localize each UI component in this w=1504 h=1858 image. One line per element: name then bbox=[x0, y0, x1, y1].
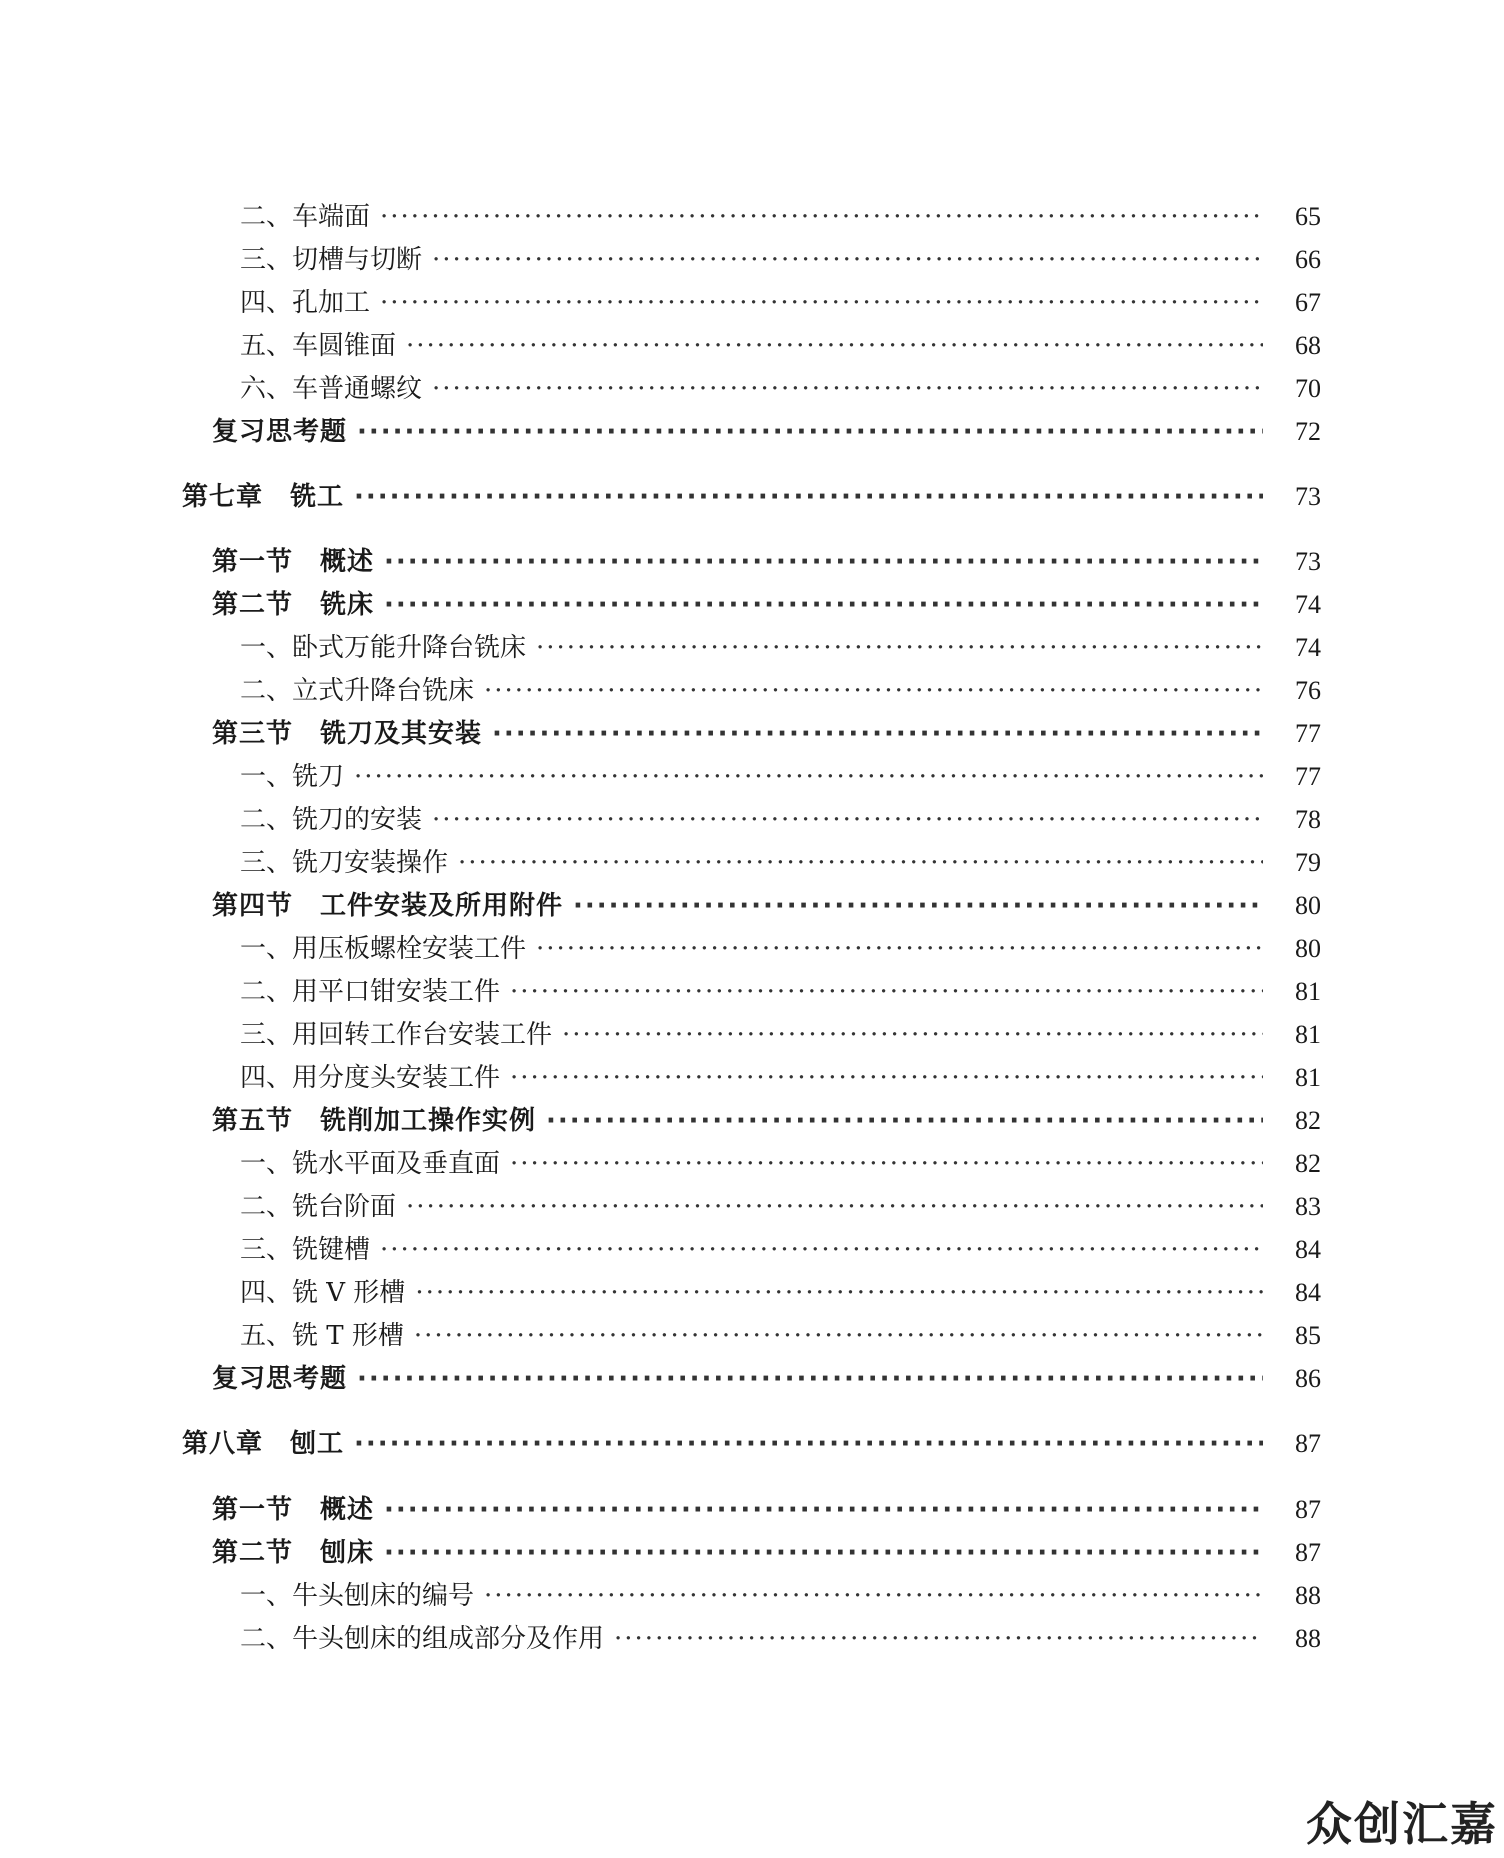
dot-leader bbox=[614, 1619, 1263, 1659]
toc-entry-page: 74 bbox=[1295, 633, 1321, 662]
toc-entry-page: 87 bbox=[1295, 1538, 1321, 1567]
dot-leader bbox=[458, 843, 1263, 883]
dot-leader bbox=[432, 240, 1263, 280]
toc-entry-page: 81 bbox=[1295, 977, 1321, 1006]
dot-leader bbox=[406, 326, 1263, 366]
toc-entry-page: 73 bbox=[1295, 547, 1321, 576]
toc-section-label: 复习思考题 bbox=[212, 1364, 348, 1394]
dot-leader bbox=[432, 369, 1263, 409]
toc-entry-page: 77 bbox=[1295, 719, 1321, 748]
dot-leader bbox=[536, 628, 1263, 668]
toc-section-label: 第三节 铣刀及其安装 bbox=[212, 719, 483, 749]
toc-entry bbox=[0, 1015, 1504, 1055]
toc-entry-page: 77 bbox=[1295, 762, 1321, 791]
toc-entry bbox=[0, 283, 1504, 323]
toc-section bbox=[0, 1101, 1504, 1141]
toc-entry-label: 一、卧式万能升降台铣床 bbox=[240, 633, 527, 663]
toc-entry-label: 五、铣 T 形槽 bbox=[240, 1321, 404, 1351]
toc-entry bbox=[0, 369, 1504, 409]
dot-leader bbox=[573, 886, 1263, 926]
toc-entry bbox=[0, 800, 1504, 840]
toc-entry-label: 五、车圆锥面 bbox=[240, 331, 397, 361]
toc-entry bbox=[0, 1316, 1504, 1356]
toc-section-label: 第四节 工件安装及所用附件 bbox=[212, 891, 564, 921]
dot-leader bbox=[415, 1273, 1263, 1313]
toc-entry-page: 78 bbox=[1295, 805, 1321, 834]
dot-leader bbox=[406, 1187, 1263, 1227]
toc-entry bbox=[0, 326, 1504, 366]
toc-entry-page: 80 bbox=[1295, 934, 1321, 963]
dot-leader bbox=[354, 477, 1263, 517]
toc-entry-label: 三、铣键槽 bbox=[240, 1235, 371, 1265]
toc-entry bbox=[0, 757, 1504, 797]
toc-entry-page: 73 bbox=[1295, 482, 1321, 511]
toc-section-label: 复习思考题 bbox=[212, 417, 348, 447]
dot-leader bbox=[414, 1316, 1263, 1356]
toc-chapter bbox=[0, 477, 1504, 517]
toc-entry-label: 二、铣台阶面 bbox=[240, 1192, 397, 1222]
toc-entry-page: 82 bbox=[1295, 1106, 1321, 1135]
toc-entry-page: 83 bbox=[1295, 1192, 1321, 1221]
toc-entry-page: 68 bbox=[1295, 331, 1321, 360]
toc-entry bbox=[0, 1619, 1504, 1659]
toc-section-label: 第一节 概述 bbox=[212, 1495, 375, 1525]
toc-entry-label: 六、车普通螺纹 bbox=[240, 374, 423, 404]
toc-entry bbox=[0, 1058, 1504, 1098]
toc-section bbox=[0, 714, 1504, 754]
dot-leader bbox=[484, 1576, 1263, 1616]
dot-leader bbox=[380, 197, 1263, 237]
toc-entry bbox=[0, 972, 1504, 1012]
dot-leader bbox=[384, 1490, 1263, 1530]
dot-leader bbox=[384, 1533, 1263, 1573]
toc-entry-page: 66 bbox=[1295, 245, 1321, 274]
toc-entry-label: 二、车端面 bbox=[240, 202, 371, 232]
toc-chapter bbox=[0, 1424, 1504, 1464]
toc-entry-page: 84 bbox=[1295, 1278, 1321, 1307]
dot-leader bbox=[357, 1359, 1263, 1399]
toc-entry-page: 70 bbox=[1295, 374, 1321, 403]
toc-entry-page: 86 bbox=[1295, 1364, 1321, 1393]
toc-entry-page: 81 bbox=[1295, 1020, 1321, 1049]
toc-entry bbox=[0, 1230, 1504, 1270]
toc-section bbox=[0, 412, 1504, 452]
toc-entry bbox=[0, 1187, 1504, 1227]
toc-entry-page: 81 bbox=[1295, 1063, 1321, 1092]
toc-entry-page: 87 bbox=[1295, 1495, 1321, 1524]
toc-entry-label: 二、立式升降台铣床 bbox=[240, 676, 475, 706]
toc-entry-page: 88 bbox=[1295, 1624, 1321, 1653]
toc-section-label: 第二节 刨床 bbox=[212, 1538, 375, 1568]
dot-leader bbox=[510, 1058, 1263, 1098]
toc-entry-page: 88 bbox=[1295, 1581, 1321, 1610]
toc-entry-label: 四、铣 V 形槽 bbox=[240, 1278, 406, 1308]
dot-leader bbox=[380, 1230, 1263, 1270]
toc-section bbox=[0, 1490, 1504, 1530]
toc-entry-page: 76 bbox=[1295, 676, 1321, 705]
toc-entry-page: 67 bbox=[1295, 288, 1321, 317]
watermark-logo: 众创汇嘉 bbox=[1306, 1797, 1498, 1851]
toc-entry-page: 87 bbox=[1295, 1429, 1321, 1458]
toc-section-label: 第五节 铣削加工操作实例 bbox=[212, 1106, 537, 1136]
dot-leader bbox=[510, 1144, 1263, 1184]
dot-leader bbox=[432, 800, 1263, 840]
dot-leader bbox=[536, 929, 1263, 969]
dot-leader bbox=[354, 757, 1263, 797]
toc-entry bbox=[0, 1273, 1504, 1313]
toc-entry-page: 74 bbox=[1295, 590, 1321, 619]
toc-entry bbox=[0, 197, 1504, 237]
toc-entry-label: 四、用分度头安装工件 bbox=[240, 1063, 501, 1093]
toc-entry-label: 四、孔加工 bbox=[240, 288, 371, 318]
toc-entry-label: 一、牛头刨床的编号 bbox=[240, 1581, 475, 1611]
toc-entry-label: 三、用回转工作台安装工件 bbox=[240, 1020, 553, 1050]
dot-leader bbox=[546, 1101, 1263, 1141]
toc-entry-label: 二、铣刀的安装 bbox=[240, 805, 423, 835]
toc-section-label: 第二节 铣床 bbox=[212, 590, 375, 620]
toc-entry-label: 二、牛头刨床的组成部分及作用 bbox=[240, 1624, 605, 1654]
dot-leader bbox=[562, 1015, 1263, 1055]
toc-entry-label: 一、铣水平面及垂直面 bbox=[240, 1149, 501, 1179]
toc-section bbox=[0, 1359, 1504, 1399]
toc-entry bbox=[0, 1144, 1504, 1184]
toc-entry-page: 84 bbox=[1295, 1235, 1321, 1264]
toc-entry bbox=[0, 843, 1504, 883]
toc-section-label: 第一节 概述 bbox=[212, 547, 375, 577]
toc-entry-label: 一、用压板螺栓安装工件 bbox=[240, 934, 527, 964]
toc-chapter-label: 第八章 刨工 bbox=[182, 1429, 345, 1459]
toc-section bbox=[0, 542, 1504, 582]
toc-section bbox=[0, 585, 1504, 625]
toc-entry-page: 80 bbox=[1295, 891, 1321, 920]
dot-leader bbox=[380, 283, 1263, 323]
dot-leader bbox=[384, 542, 1263, 582]
toc-section bbox=[0, 886, 1504, 926]
dot-leader bbox=[510, 972, 1263, 1012]
toc-entry-label: 二、用平口钳安装工件 bbox=[240, 977, 501, 1007]
toc-entry-label: 一、铣刀 bbox=[240, 762, 345, 792]
toc-entry bbox=[0, 240, 1504, 280]
toc-chapter-label: 第七章 铣工 bbox=[182, 482, 345, 512]
dot-leader bbox=[384, 585, 1263, 625]
dot-leader bbox=[354, 1424, 1263, 1464]
toc-entry bbox=[0, 671, 1504, 711]
toc-entry-label: 三、切槽与切断 bbox=[240, 245, 423, 275]
toc-entry-page: 79 bbox=[1295, 848, 1321, 877]
dot-leader bbox=[357, 412, 1263, 452]
toc-entry bbox=[0, 628, 1504, 668]
toc-entry bbox=[0, 1576, 1504, 1616]
dot-leader bbox=[492, 714, 1263, 754]
toc-entry-label: 三、铣刀安装操作 bbox=[240, 848, 449, 878]
toc-entry bbox=[0, 929, 1504, 969]
toc-entry-page: 85 bbox=[1295, 1321, 1321, 1350]
dot-leader bbox=[484, 671, 1263, 711]
toc-entry-page: 82 bbox=[1295, 1149, 1321, 1178]
toc-entry-page: 65 bbox=[1295, 202, 1321, 231]
toc-entry-page: 72 bbox=[1295, 417, 1321, 446]
toc-section bbox=[0, 1533, 1504, 1573]
